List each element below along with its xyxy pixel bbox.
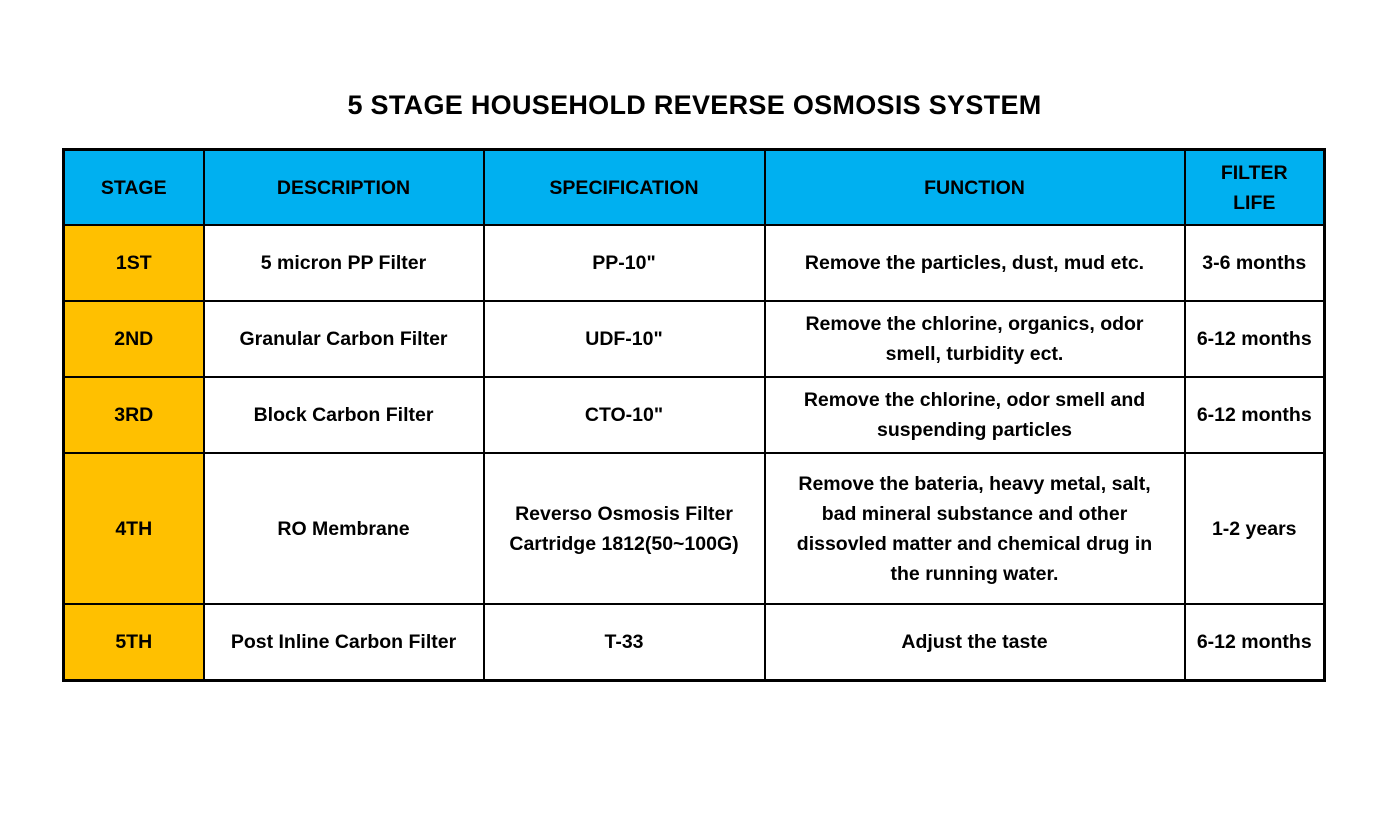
function-line: Remove the chlorine, organics, odor [805,313,1144,335]
function-line: Remove the bateria, heavy metal, salt, [798,472,1151,495]
header-filter-life-line2: LIFE [1233,191,1276,214]
table-row [64,453,1325,604]
function-line: Remove the particles, dust, mud etc. [804,252,1145,274]
stage-cell: 4TH [64,453,204,604]
page-title: 5 STAGE HOUSEHOLD REVERSE OSMOSIS SYSTEM [347,90,1042,120]
header-function: FUNCTION [765,150,1185,226]
ro-system-table [62,148,1326,682]
table-row [64,225,1325,301]
header-filter-life [1185,150,1325,226]
description-cell: RO Membrane [204,453,484,604]
function-cell [765,301,1185,377]
specification-cell [484,453,765,604]
function-cell [765,453,1185,604]
description-cell: Granular Carbon Filter [204,301,484,377]
stage-cell: 1ST [64,225,204,301]
specification-line: Cartridge 1812(50~100G) [509,532,739,555]
function-line: Remove the chlorine, odor smell and [803,389,1146,411]
function-line: the running water. [890,562,1059,585]
function-line: Adjust the taste [901,630,1048,653]
filter-life-cell: 1-2 years [1185,453,1325,604]
stage-cell: 5TH [64,604,204,680]
description-cell: 5 micron PP Filter [204,225,484,301]
table-row [64,377,1325,453]
function-line: suspending particles [876,419,1073,441]
stage-cell: 3RD [64,377,204,453]
specification-cell: PP-10" [484,225,765,301]
function-line: dissovled matter and chemical drug in [796,532,1153,555]
header-filter-life-line1: FILTER [1220,161,1288,184]
description-cell: Post Inline Carbon Filter [204,604,484,680]
function-line: smell, turbidity ect. [885,343,1064,365]
table-header-row [64,150,1325,226]
filter-life-cell: 6-12 months [1185,301,1325,377]
table-row [64,301,1325,377]
header-stage: STAGE [64,150,204,226]
specification-line: Reverso Osmosis Filter [515,502,733,525]
description-cell: Block Carbon Filter [204,377,484,453]
filter-life-cell: 3-6 months [1185,225,1325,301]
filter-life-cell: 6-12 months [1185,377,1325,453]
specification-cell: UDF-10" [484,301,765,377]
filter-life-cell: 6-12 months [1185,604,1325,680]
specification-cell: CTO-10" [484,377,765,453]
stage-cell: 2ND [64,301,204,377]
function-cell [765,604,1185,680]
header-specification: SPECIFICATION [484,150,765,226]
table-row [64,604,1325,680]
specification-cell: T-33 [484,604,765,680]
function-cell [765,225,1185,301]
header-description: DESCRIPTION [204,150,484,226]
function-line: bad mineral substance and other [821,502,1128,525]
function-cell [765,377,1185,453]
